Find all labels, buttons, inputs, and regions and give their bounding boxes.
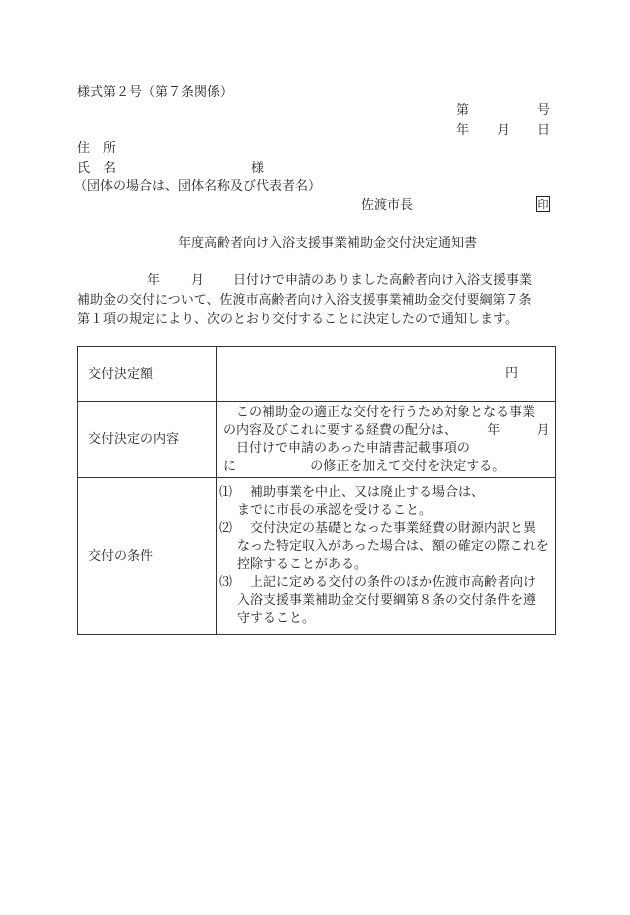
- content-line4: [223, 458, 555, 476]
- condition-item1: [219, 484, 555, 502]
- content-line2-text: の内容及びこれに要する経費の配分は、: [223, 422, 458, 438]
- honorific: 様: [251, 161, 265, 176]
- content-line3: 日付けで申請のあった申請書記載事項の: [223, 440, 470, 456]
- condition-item2-line3: 控除することがある。: [237, 557, 368, 572]
- content-cell: [217, 402, 556, 478]
- document-title: 年度高齢者向け入浴支援事業補助金交付決定通知書: [178, 236, 478, 251]
- doc-number-suffix: 号: [537, 103, 551, 118]
- name-label: 氏 名: [77, 161, 117, 176]
- body-line2: 補助金の交付について、佐渡市高齢者向け入浴支援事業補助金交付要綱第７条: [77, 293, 532, 308]
- amount-label: 交付決定額: [78, 347, 217, 402]
- condition-item3-line2: 入浴支援事業補助金交付要綱第８条の交付条件を遵: [237, 593, 537, 608]
- content-line4-rest: の修正を加えて交付を決定する。: [310, 458, 506, 474]
- condition-item3-line3: 守すること。: [237, 611, 316, 626]
- content-line2-year: 年: [487, 422, 501, 438]
- condition-item2-number: ⑵: [219, 521, 233, 536]
- condition-item1-line1: 補助事業を中止、又は廃止する場合は、: [237, 485, 485, 500]
- content-label: 交付決定の内容: [78, 402, 217, 478]
- decision-table: [77, 346, 556, 635]
- table-row: [78, 347, 556, 402]
- form-number: 様式第２号（第７条関係）: [77, 85, 234, 100]
- conditions-cell: [217, 478, 556, 635]
- condition-item3-number: ⑶: [219, 575, 233, 590]
- date-month: 月: [497, 123, 511, 138]
- condition-item2: [219, 520, 555, 538]
- table-row: [78, 478, 556, 635]
- amount-unit: 円: [505, 366, 519, 381]
- date-year: 年: [456, 123, 470, 138]
- group-note: （団体の場合は、団体名称及び代表者名）: [74, 179, 322, 194]
- content-line2: [223, 422, 555, 440]
- date-day: 日: [537, 123, 551, 138]
- condition-item3: [219, 574, 555, 592]
- content-line2-month: 月: [536, 422, 550, 438]
- condition-item2-line2: なった特定収入があった場合は、額の確定の際これを: [237, 539, 549, 554]
- condition-item1-line2: までに市長の承認を受けること。: [237, 503, 433, 518]
- content-line4-text: に: [223, 458, 237, 474]
- seal-icon: 印: [537, 198, 549, 211]
- condition-item1-number: ⑴: [219, 485, 233, 500]
- doc-number-prefix: 第: [456, 103, 470, 118]
- conditions-label: 交付の条件: [78, 478, 217, 635]
- condition-item2-line1: 交付決定の基礎となった事業経費の財源内訳と異: [237, 521, 537, 536]
- content-line1: この補助金の適正な交付を行うため対象となる事業: [223, 404, 536, 420]
- address-label: 住 所: [77, 141, 117, 156]
- table-row: [78, 402, 556, 478]
- body-line3: 第１項の規定により、次のとおり交付することに決定したので通知します。: [77, 312, 518, 327]
- condition-item3-line1: 上記に定める交付の条件のほか佐渡市高齢者向け: [237, 575, 537, 590]
- issuer-title: 佐渡市長: [361, 198, 414, 213]
- amount-cell: [217, 347, 556, 402]
- body-line1-rest: 日付けで申請のありました高齢者向け入浴支援事業: [233, 273, 533, 288]
- body-line1-year: 年: [147, 273, 161, 288]
- body-line1-month: 月: [191, 273, 205, 288]
